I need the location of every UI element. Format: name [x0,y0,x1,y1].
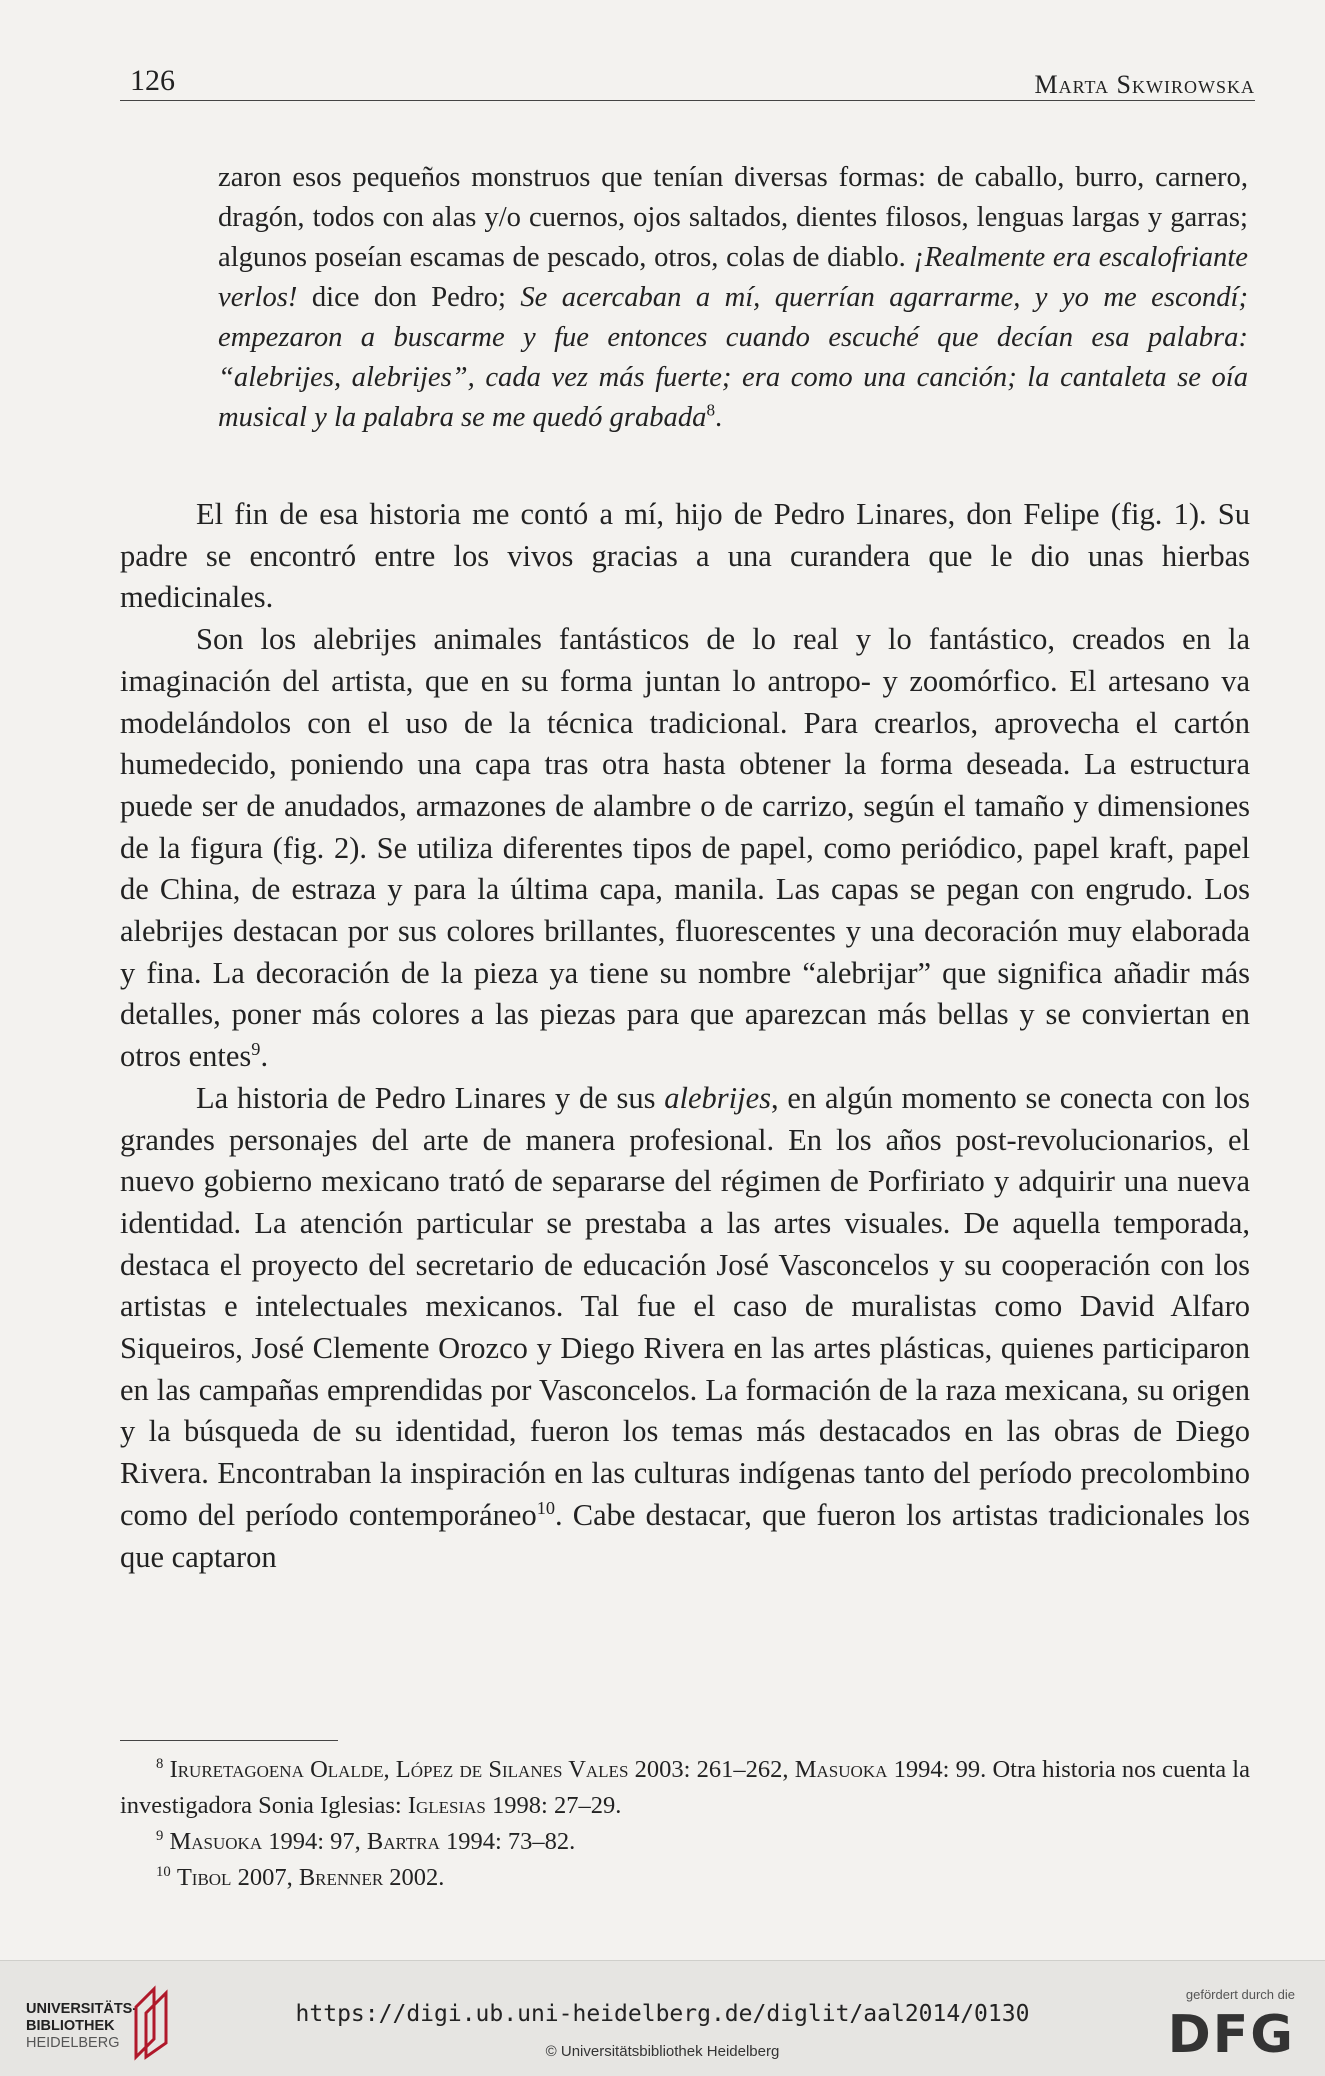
paragraph-text: La historia de Pedro Linares y de sus [196,1080,665,1115]
quote-italic: Se acercaban a mí, querrían agarrarme, y yo me escondí; empezaron a buscarme y fue entonces cuando escuché que decían esa palabra: “alebrijes, alebrijes”, cada vez más fuerte; era como una canción; la cantaleta se oía musical y la palabra se me quedó grabada [218,282,1248,433]
block-quote [218,158,1248,438]
footnote-text: 1994: 99. Otra historia nos cuenta la investigadora Sonia Iglesias: [120,1756,1250,1819]
footnote-text: 1998: 27–29. [485,1792,622,1819]
footnote [120,1860,1250,1896]
footnote-ref[interactable]: 9 [251,1038,261,1059]
paragraph [120,1078,1250,1578]
paragraph-text: , en algún momento se conecta con los grandes personajes del arte de manera profesional. En los años post-revolucionarios, el nuevo gobierno mexicano trató de separarse del régimen de Porfiriato y adquirir una nueva identidad. La atención particular se prestaba a las artes visuales. De aquella temporada, destaca el proyecto del secretario de educación José Vasconcelos y su cooperación con los artistas e intelectuales mexicanos. Tal fue el caso de muralistas como David Alfaro Siqueiros, José Clemente Orozco y Diego Rivera en las artes plásticas, quienes participaron en las campañas emprendidas por Vasconcelos. La formación de la raza mexicana, su origen y la búsqueda de su identidad, fueron los temas más destacados en las obras de Diego Rivera. Encontraban la inspiración en las culturas indígenas tanto del período precolombino como del período contemporáneo [120,1080,1250,1532]
paragraph-text: . [260,1039,269,1074]
footnote [120,1752,1250,1824]
quote-text: . [715,402,723,433]
author-name: Tibol [176,1864,232,1891]
author-name: Iruretagoena Olalde, López de Silanes Vales [169,1756,629,1783]
author-name: Masuoka [169,1828,263,1855]
paragraph [120,494,1250,619]
quote-italic: ¡Realmente era escalofriante verlos! [218,242,1248,313]
paragraph-text: El fin de esa historia me contó a mí, hijo de Pedro Linares, don Felipe (fig. 1). Su padre se encontró entre los vivos gracias a una curandera que le dio unas hierbas medicinales. [120,497,1250,615]
quote-text: dice don Pedro; [297,282,521,313]
footnote-ref[interactable]: 10 [536,1497,555,1518]
body-text [120,494,1250,1578]
footnote-text: 1994: 73–82. [439,1828,576,1855]
running-head: Marta Skwirowska [1034,70,1255,99]
copyright-notice: © Universitätsbibliothek Heidelberg [545,2043,780,2060]
footnote-divider [120,1740,338,1741]
library-name-line: UNIVERSITÄTS- [26,2001,138,2017]
page-number: 126 [130,64,175,97]
author-name: Iglesias [407,1792,486,1819]
quote-text: zaron esos pequeños monstruos que tenían diversas formas: de caballo, burro, carnero, dragón, todos con alas y/o cuernos, ojos saltados, dientes filosos, lenguas largas y garras; algunos poseían escamas de pescado, otros, colas de diablo. [218,162,1248,273]
footnotes [120,1752,1250,1896]
dfg-logo: DFG [1167,2005,1295,2065]
footer-bar [0,1960,1325,2076]
footnote-text: 2007, [231,1864,299,1891]
author-name: Masuoka [794,1756,888,1783]
paragraph-text: . Cabe destacar, que fueron los artistas tradicionales los que captaron [120,1497,1250,1574]
funding-note: gefördert durch die [1185,1987,1295,2002]
footnote [120,1824,1250,1860]
footnote-text: 2003: 261–262, [628,1756,795,1783]
italic-term: alebrijes [664,1080,772,1115]
footnote-number: 9 [156,1827,164,1844]
footnote-number: 8 [156,1755,164,1772]
paragraph [120,619,1250,1078]
page-header [120,56,1255,101]
footnote-ref[interactable]: 8 [706,400,716,420]
library-name-line: HEIDELBERG [26,2035,120,2051]
document-url[interactable]: https://digi.ub.uni-heidelberg.de/diglit/aal2014/0130 [295,2001,1030,2027]
footnote-number: 10 [156,1863,171,1880]
author-name: Bartra [366,1828,440,1855]
author-name: Brenner [298,1864,384,1891]
footnote-text: 1994: 97, [262,1828,367,1855]
footnote-text: 2002. [383,1864,445,1891]
library-name-line: BIBLIOTHEK [26,2018,115,2034]
paragraph-text: Son los alebrijes animales fantásticos de lo real y lo fantástico, creados en la imaginación del artista, que en su forma juntan lo antropo- y zoomórfico. El artesano va modelándolos con el uso de la técnica tradicional. Para crearlos, aprovecha el cartón humedecido, poniendo una capa tras otra hasta obtener la forma deseada. La estructura puede ser de anudados, armazones de alambre o de carrizo, según el tamaño y dimensiones de la figura (fig. 2). Se utiliza diferentes tipos de papel, como periódico, papel kraft, papel de China, de estraza y para la última capa, manila. Las capas se pegan con engrudo. Los alebrijes destacan por sus colores brillantes, fluorescentes y una decoración muy elaborada y fina. La decoración de la pieza ya tiene su nombre “alebrijar” que significa añadir más detalles, poner más colores a las piezas para que aparezcan más bellas y se conviertan en otros entes [120,622,1250,1074]
